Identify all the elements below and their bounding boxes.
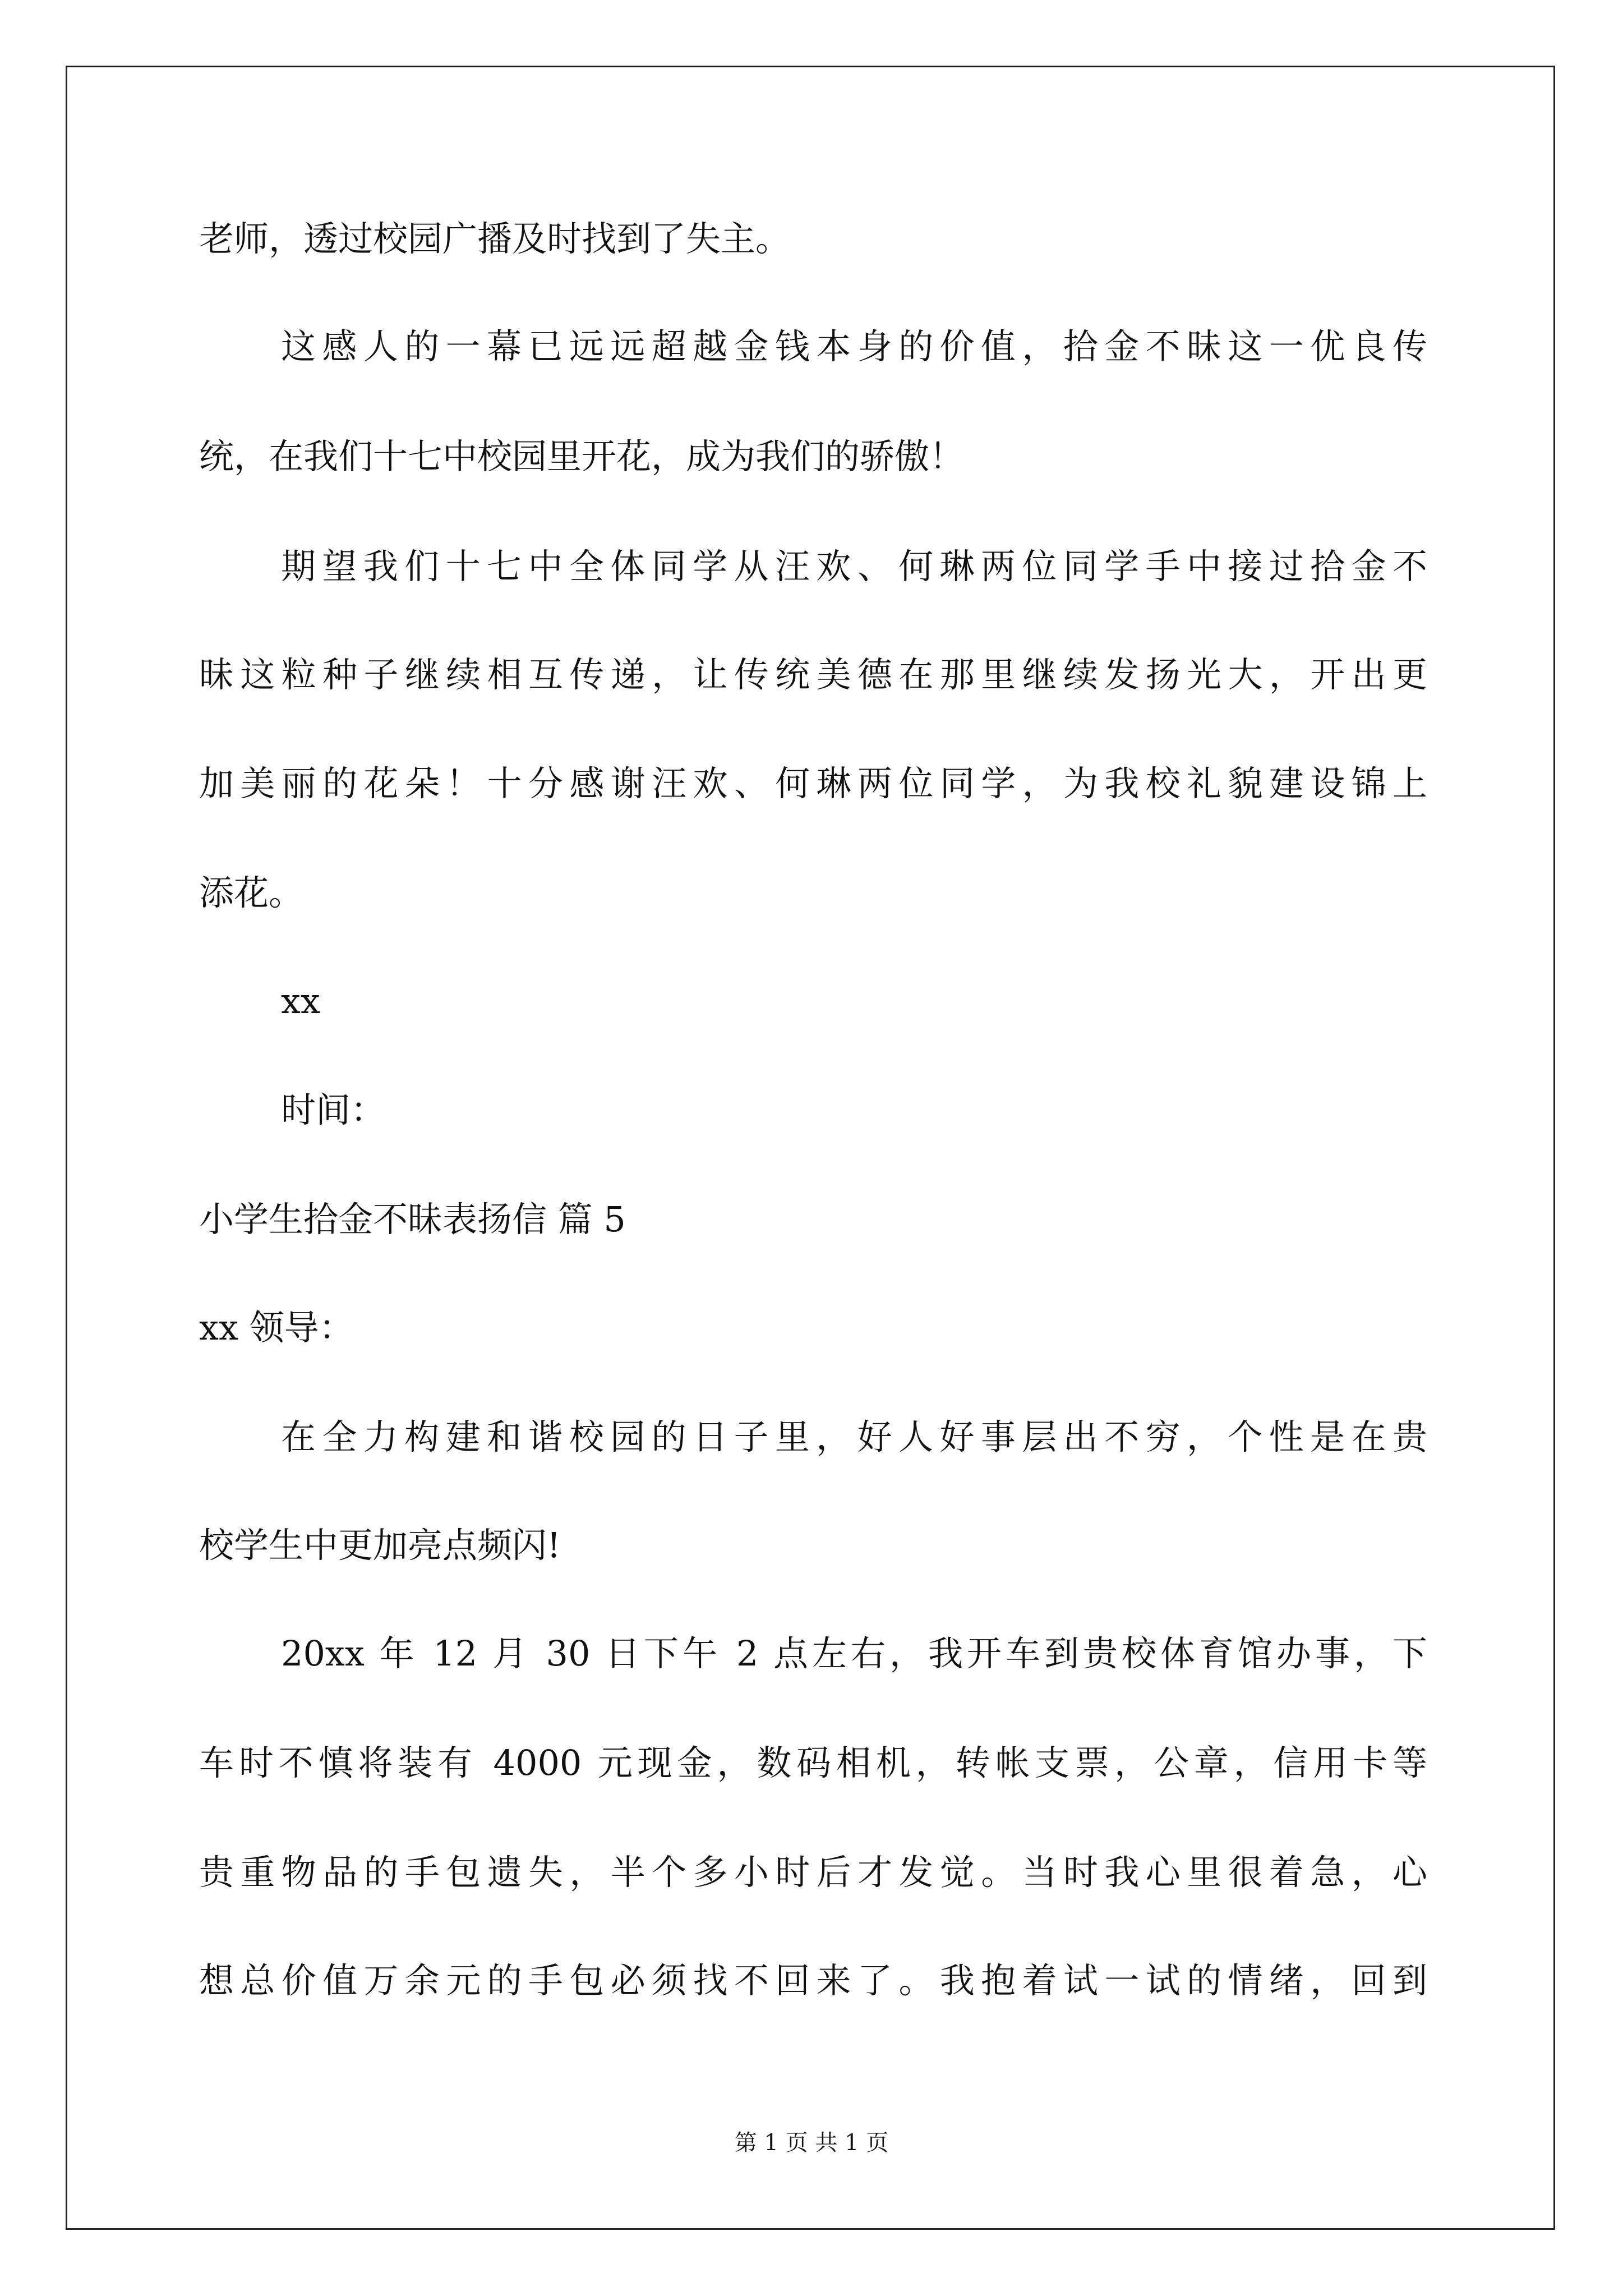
paragraph-line: 在全力构建和谐校园的日子里，好人好事层出不穷，个性是在贵 [281, 1416, 1427, 1457]
text-line: 贵重物品的手包遗失，半个多小时后才发觉。当时我心里很着急，心 [199, 1852, 1427, 1893]
page-border [66, 66, 1555, 2230]
section-title: 小学生拾金不昧表扬信 篇 5 [199, 1199, 626, 1240]
signature-placeholder: xx [281, 981, 320, 1022]
text-line: 想总价值万余元的手包必须找不回来了。我抱着试一试的情绪，回到 [199, 1960, 1427, 2001]
text-line: 加美丽的花朵！十分感谢汪欢、何琳两位同学，为我校礼貌建设锦上 [199, 763, 1427, 804]
text-line: 统，在我们十七中校园里开花，成为我们的骄傲！ [199, 436, 965, 477]
text-line: 车时不慎将装有 4000 元现金，数码相机，转帐支票，公章，信用卡等 [199, 1742, 1427, 1783]
text-line: 老师，透过校园广播及时找到了失主。 [199, 218, 791, 259]
salutation: xx 领导： [199, 1307, 354, 1348]
paragraph-line: 20xx 年 12 月 30 日下午 2 点左右，我开车到贵校体育馆办事，下 [281, 1633, 1427, 1674]
page-number: 第 1 页 共 1 页 [734, 2130, 889, 2156]
paragraph-line: 期望我们十七中全体同学从汪欢、何琳两位同学手中接过拾金不 [281, 546, 1427, 587]
paragraph-line: 这感人的一幕已远远超越金钱本身的价值，拾金不昧这一优良传 [281, 326, 1427, 367]
date-label: 时间： [281, 1089, 386, 1130]
text-line: 昧这粒种子继续相互传递，让传统美德在那里继续发扬光大，开出更 [199, 654, 1427, 695]
text-line: 添花。 [199, 872, 304, 913]
text-line: 校学生中更加亮点频闪! [199, 1525, 561, 1566]
